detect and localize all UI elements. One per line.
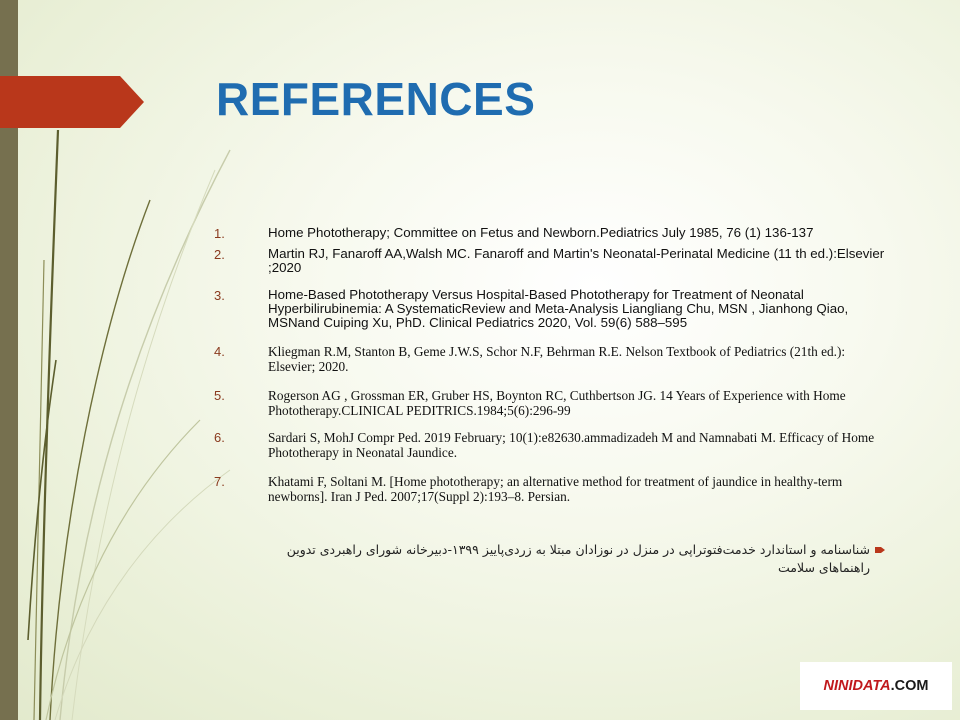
farsi-reference-note: شناسنامه و استاندارد خدمت‌فتوتراپی در منزل در نوزادان مبتلا به زردی‌پاییز ۱۳۹۹-دبیرخانه شورای راهبردی تدوین راهنماهای سلامت — [286, 542, 870, 575]
reference-list — [210, 226, 890, 504]
logo-text-domain: .COM — [890, 678, 929, 694]
reference-text: Rogerson AG , Grossman ER, Gruber HS, Boynton RC, Cuthbertson JG. 14 Years of Experience with Home Phototherapy.CLINICAL PEDITRICS.1984;5(6):296-99 — [268, 388, 846, 418]
reference-item — [210, 226, 890, 240]
slide-title: REFERENCES — [216, 73, 536, 125]
reference-item — [210, 344, 890, 374]
reference-text: Home Phototherapy; Committee on Fetus and Newborn.Pediatrics July 1985, 76 (1) 136-137 — [268, 225, 814, 240]
logo-text-main: NINIDATA — [823, 678, 891, 694]
reference-text: Home-Based Phototherapy Versus Hospital-Based Phototherapy for Treatment of Neonatal Hyperbilirubinemia: A SystematicReview and Meta-Analysis Liangliang Chu, MSN , Jianhong Qiao, MSNand Cuiping Xu, PhD. Clinical Pediatrics 2020, Vol. 59(6) 588–595 — [268, 287, 849, 330]
reference-text: Khatami F, Soltani M. [Home phototherapy; an alternative method for treatment of jaundice in healthy-term newborns]. Iran J Ped. 2007;17(Suppl 2):193–8. Persian. — [268, 474, 843, 504]
reference-number: 3. — [214, 288, 225, 303]
reference-item — [210, 430, 890, 460]
reference-number: 6. — [214, 430, 225, 445]
reference-item — [210, 474, 890, 504]
title-accent-arrow — [0, 76, 144, 128]
reference-item — [210, 388, 890, 418]
arrow-bullet-icon — [875, 546, 885, 554]
reference-number: 4. — [214, 344, 225, 359]
reference-text: Sardari S, MohJ Compr Ped. 2019 February; 10(1):e82630.ammadizadeh M and Namnabati M. Efficacy of Home Phototherapy in Neonatal Jaundice. — [268, 430, 875, 460]
reference-item — [210, 247, 890, 275]
reference-text: Kliegman R.M, Stanton B, Geme J.W.S, Schor N.F, Behrman R.E. Nelson Textbook of Pediatrics (21th ed.): Elsevier; 2020. — [268, 344, 846, 374]
ninidata-logo — [800, 662, 952, 710]
reference-item — [210, 288, 890, 330]
reference-text: Martin RJ, Fanaroff AA,Walsh MC. Fanaroff and Martin's Neonatal-Perinatal Medicine (11 th ed.):Elsevier ;2020 — [268, 246, 885, 275]
reference-number: 7. — [214, 474, 225, 489]
reference-number: 1. — [214, 226, 225, 241]
reference-number: 2. — [214, 247, 225, 262]
reference-number: 5. — [214, 388, 225, 403]
